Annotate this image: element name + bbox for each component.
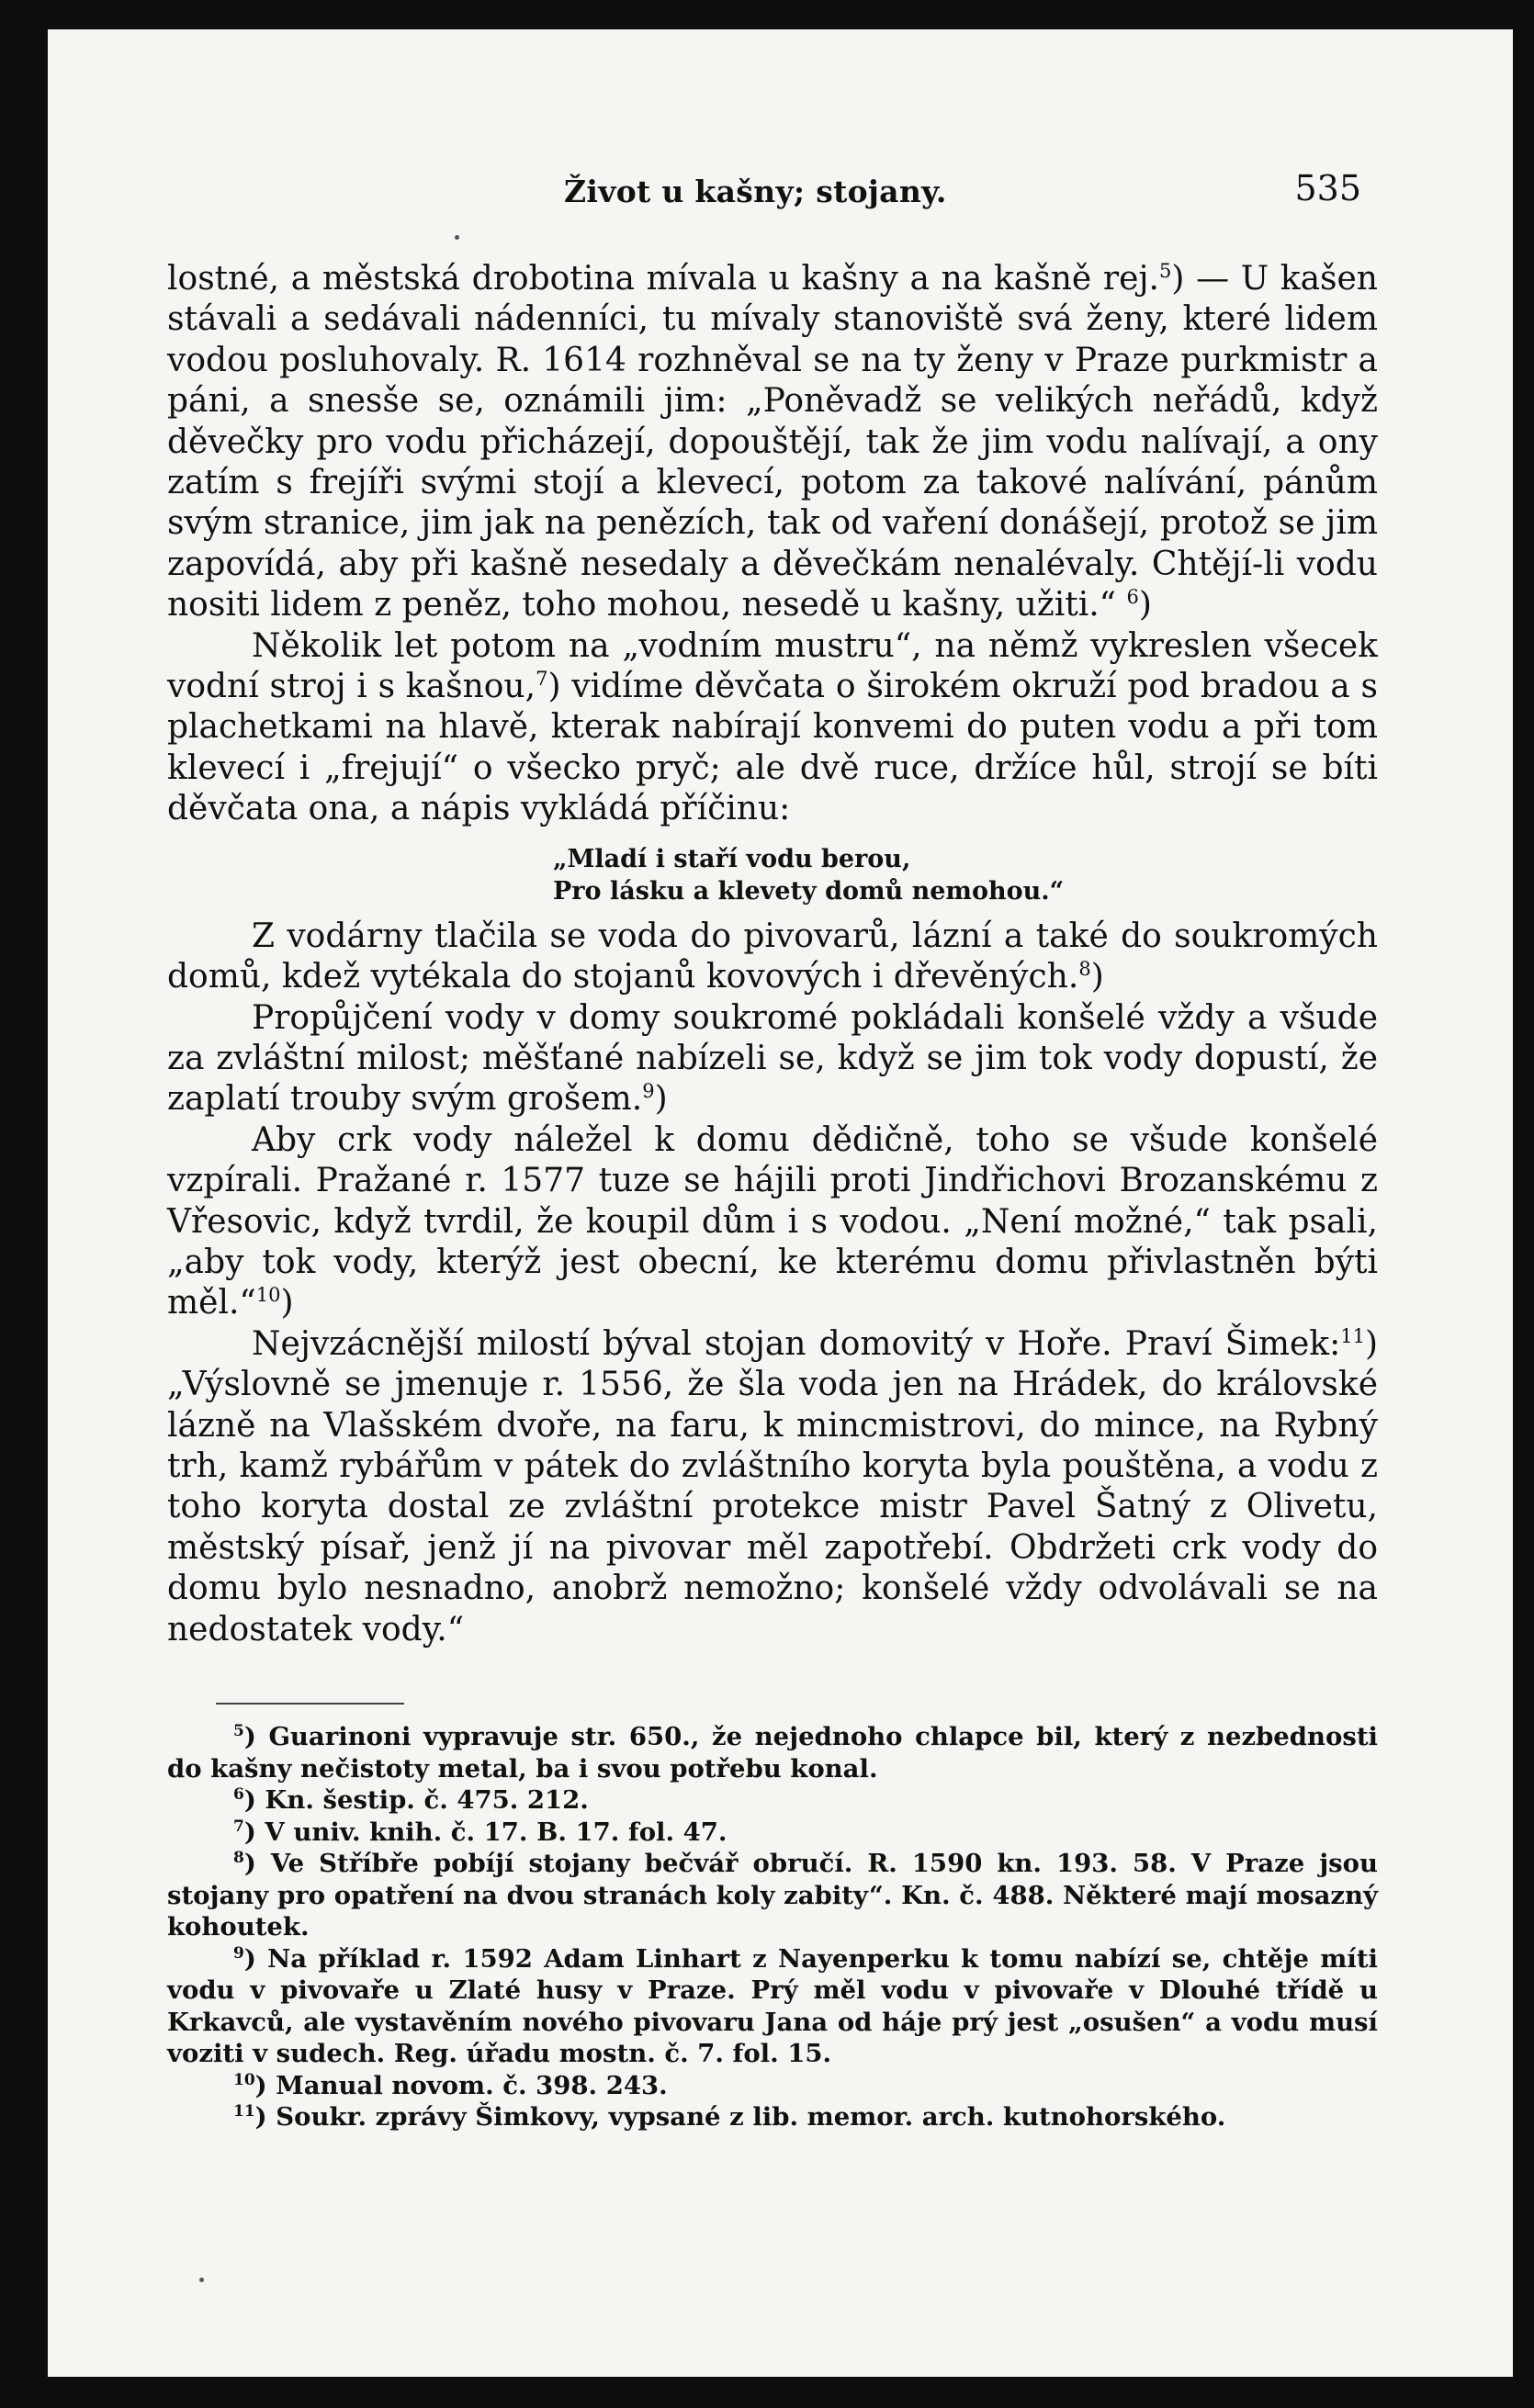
paragraph-6 [167, 1324, 1378, 1650]
footnote-8 [167, 1848, 1378, 1943]
paragraph-text: ) vidíme děvčata o širokém okruží pod bradou a s plachetkami na hlavě, kterak nabírají konvemi do puten vodu a při tom klevecí i „frejují“ o všecko pryč; ale dvě ruce, držíce hůl, strojí se bíti děvčata ona, a nápis vykládá příčinu: [167, 668, 1378, 828]
footnote-ref: 11 [1340, 1324, 1365, 1347]
footnote-ref: 5 [1158, 260, 1172, 282]
main-text [167, 259, 1378, 1650]
footnotes [167, 1721, 1378, 2133]
footnote-separator [216, 1703, 404, 1705]
footnote-11 [167, 2101, 1378, 2133]
footnote-ref: 8 [1078, 958, 1091, 981]
footnote-ref: 6 [1126, 586, 1139, 609]
paragraph-text: Nejvzácnější milostí býval stojan domovitý v Hoře. Praví Šimek: [252, 1324, 1341, 1363]
footnote-text: ) Na příklad r. 1592 Adam Linhart z Nayenperku k tomu nabízí se, chtěje míti vodu v pivovaře u Zlaté husy v Praze. Prý měl vodu v pivovaře v Dlouhé třídě u Krkavců, ale vystavěním nového pivovaru Jana od háje prý jest „osušen“ a vodu musí voziti v sudech. Reg. úřadu mostn. č. 7. fol. 15. [167, 1943, 1378, 2068]
paragraph-text: ) [1138, 586, 1152, 625]
paragraph-text: ) [1090, 958, 1104, 996]
footnote-text: ) Soukr. zprávy Šimkovy, vypsané z lib. memor. arch. kutnohorského. [254, 2102, 1226, 2132]
footnote-5 [167, 1721, 1378, 1784]
footnote-mark: 7 [233, 1817, 244, 1836]
footnote-mark: 9 [233, 1943, 244, 1963]
paragraph-text: ) [654, 1080, 668, 1119]
paragraph-3 [167, 917, 1378, 998]
paragraph-4 [167, 998, 1378, 1120]
footnote-7 [167, 1817, 1378, 1849]
footnote-ref: 7 [536, 668, 548, 691]
running-title: Život u kašny; stojany. [564, 174, 947, 209]
paragraph-text: Několik let potom na „vodním mustru“, na němž vykreslen všecek vodní stroj i s kašnou, [167, 626, 1378, 706]
footnote-10 [167, 2070, 1378, 2102]
paragraph-text: Aby crk vody náležel k domu dědičně, toho se všude konšelé vzpírali. Pražané r. 1577 tuze se hájili proti Jindřichovi Brozanskému z Vřesovic, když tvrdil, že koupil dům i s vodou. „Není možné,“ tak psali, „aby tok vody, kterýž jest obecní, ke kterému domu přivlastněn býti měl.“ [167, 1120, 1378, 1322]
footnote-mark: 10 [233, 2070, 255, 2089]
paragraph-text: Z vodárny tlačila se voda do pivovarů, lázní a také do soukromých domů, kdež vytékala do stojanů kovových i dřevěných. [167, 917, 1378, 996]
footnote-mark: 5 [233, 1721, 244, 1740]
footnote-text: ) Ve Stříbře pobíjí stojany bečvář obručí. R. 1590 kn. 193. 58. V Praze jsou stojany pro opatření na dvou stranách koly zabity“. Kn. č. 488. Některé mají mosazný kohoutek. [167, 1849, 1378, 1941]
verse-line-2: Pro lásku a klevety domů nemohou.“ [553, 876, 1065, 906]
footnote-6 [167, 1784, 1378, 1817]
paragraph-2 [167, 626, 1378, 830]
paragraph-5 [167, 1120, 1378, 1324]
paragraph-text: ) „Výslovně se jmenuje r. 1556, že šla voda jen na Hrádek, do královské lázně na Vlašském dvoře, na faru, k mincmistrovi, do mince, na Rybný trh, kamž rybářům v pátek do zvláštního koryta byla pouštěna, a vodu z toho koryta dostal ze zvláštní protekce mistr Pavel Šatný z Olivetu, městský písař, jenž jí na pivovar měl zapotřebí. Obdržeti crk vody do domu bylo nesnadno, anobrž nemožno; konšelé vždy odvolávali se na nedostatek vody.“ [167, 1324, 1378, 1648]
footnote-mark: 8 [233, 1848, 244, 1867]
book-page [48, 29, 1513, 2377]
footnote-9 [167, 1943, 1378, 2070]
page-number: 535 [1294, 168, 1361, 208]
footnote-mark: 11 [233, 2101, 255, 2121]
paragraph-1 [167, 259, 1378, 626]
paragraph-text: Propůjčení vody v domy soukromé pokládali konšelé vždy a všude za zvláštní milost; měšťané nabízeli se, když se jim tok vody dopustí, že zaplatí trouby svým grošem. [167, 998, 1378, 1119]
verse-line-1: „Mladí i staří vodu berou, [553, 844, 911, 873]
paragraph-text: ) [280, 1284, 294, 1322]
print-speck [455, 235, 459, 240]
paragraph-text: ) — U kašen stávali a sedávali nádenníci, tu mívaly stanoviště svá ženy, které lidem vodou posluhovaly. R. 1614 rozhněval se na ty ženy v Praze purkmistr a páni, a snesše se, oznámili jim: „Poněvadž se velikých neřádů, když děvečky pro vodu přicházejí, dopouštějí, tak že jim vodu nalívají, a ony zatím s frejíři svými stojí a klevecí, potom za takové nalívání, pánům svým stranice, jim jak na penězích, tak od vaření donášejí, protož se jim zapovídá, aby při kašně nesedaly a děvečkám nenalévaly. Chtějí-li vodu nositi lidem z peněz, toho mohou, nesedě u kašny, užiti.“ [167, 260, 1378, 625]
footnote-ref: 10 [255, 1284, 281, 1307]
page-header [48, 161, 1513, 216]
footnote-text: ) V univ. knih. č. 17. B. 17. fol. 47. [243, 1817, 728, 1847]
inscription-verse [553, 843, 1378, 907]
footnote-mark: 6 [233, 1784, 244, 1804]
footnote-ref: 9 [642, 1080, 655, 1103]
footnote-text: ) Kn. šestip. č. 475. 212. [243, 1785, 589, 1815]
footnote-text: ) Manual novom. č. 398. 243. [254, 2070, 668, 2100]
print-speck [199, 2278, 204, 2282]
footnote-text: ) Guarinoni vypravuje str. 650., že nejednoho chlapce bil, který z nezbednosti do kašny nečistoty metal, ba i svou potřebu konal. [167, 1722, 1378, 1783]
paragraph-text: lostné, a městská drobotina mívala u kašny a na kašně rej. [167, 260, 1159, 298]
